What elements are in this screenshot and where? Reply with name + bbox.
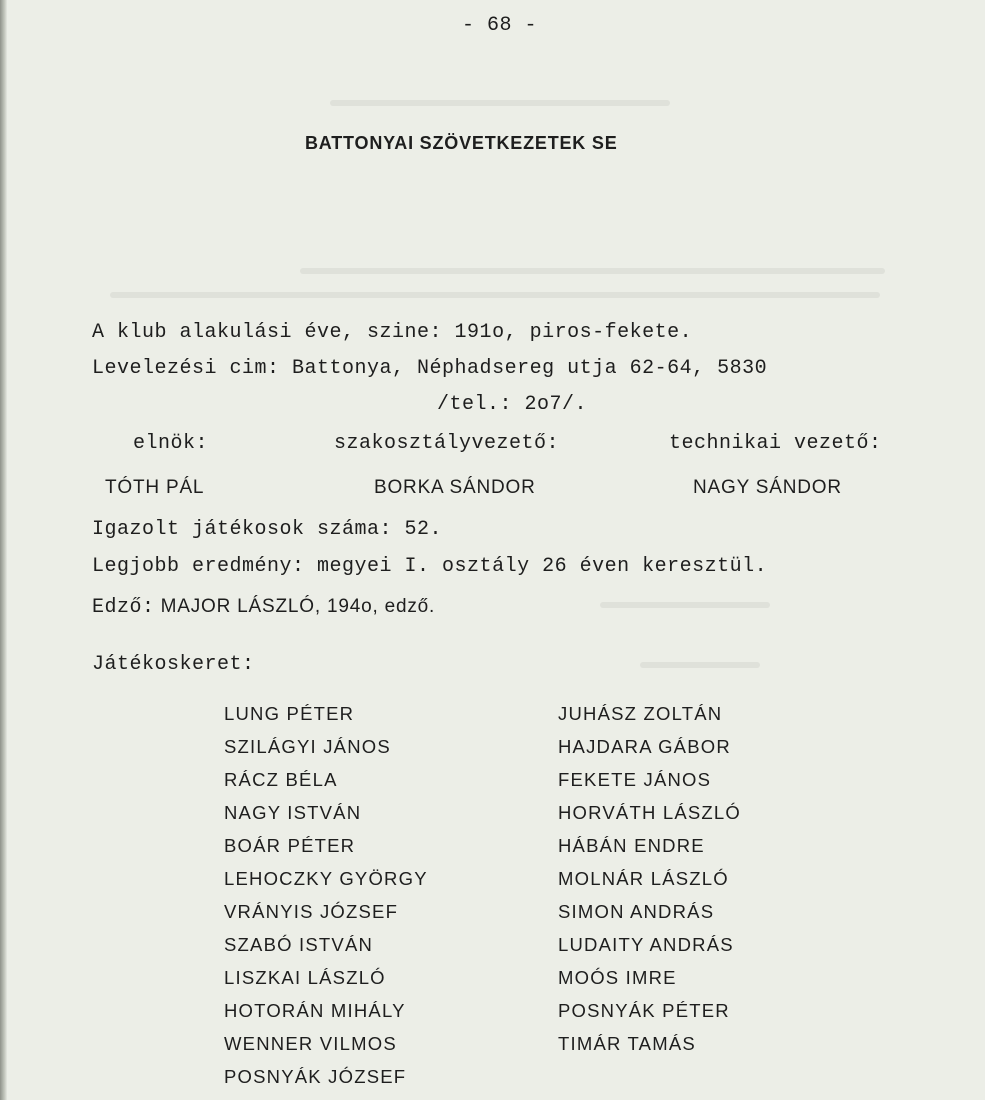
- list-item: FEKETE JÁNOS: [558, 769, 712, 790]
- list-item: BOÁR PÉTER: [224, 835, 356, 856]
- address-line: Levelezési cim: Battonya, Néphadsereg utja 62-64, 5830: [92, 357, 768, 380]
- list-item: LISZKAI LÁSZLÓ: [224, 967, 386, 988]
- list-item: SZILÁGYI JÁNOS: [224, 736, 391, 757]
- list-item: WENNER VILMOS: [224, 1033, 397, 1054]
- show-through-mark: [330, 100, 670, 106]
- squad-list-right: [558, 697, 741, 1060]
- list-item: HORVÁTH LÁSZLÓ: [558, 802, 742, 823]
- official-name-technical-head: NAGY SÁNDOR: [693, 477, 842, 498]
- list-item: SZABÓ ISTVÁN: [224, 934, 374, 955]
- list-item: NAGY ISTVÁN: [224, 802, 362, 823]
- page-binding-edge: [0, 0, 7, 1100]
- founding-line: A klub alakulási éve, szine: 191o, piros-fekete.: [92, 321, 693, 344]
- list-item: LUDAITY ANDRÁS: [558, 934, 734, 955]
- list-item: LEHOCZKY GYÖRGY: [224, 868, 428, 889]
- best-result-line: Legjobb eredmény: megyei I. osztály 26 éven keresztül.: [92, 555, 768, 578]
- coach-label: Edző:: [92, 596, 155, 619]
- official-label-president: elnök:: [133, 432, 209, 455]
- show-through-mark: [640, 662, 760, 668]
- list-item: JUHÁSZ ZOLTÁN: [558, 703, 723, 724]
- squad-label: Játékoskeret:: [92, 653, 255, 676]
- list-item: HÁBÁN ENDRE: [558, 835, 705, 856]
- phone-line: /tel.: 2o7/.: [437, 393, 588, 416]
- list-item: SIMON ANDRÁS: [558, 901, 715, 922]
- list-item: MOLNÁR LÁSZLÓ: [558, 868, 729, 889]
- coach-value: MAJOR LÁSZLÓ, 194o, edző.: [154, 596, 436, 617]
- squad-list-left: [224, 697, 428, 1093]
- official-label-section-head: szakosztályvezető:: [334, 432, 560, 455]
- show-through-mark: [600, 602, 770, 608]
- show-through-mark: [300, 268, 885, 274]
- page-title: BATTONYAI SZÖVETKEZETEK SE: [305, 133, 618, 153]
- list-item: VRÁNYIS JÓZSEF: [224, 901, 399, 922]
- list-item: POSNYÁK PÉTER: [558, 1000, 730, 1021]
- official-name-section-head: BORKA SÁNDOR: [374, 477, 536, 498]
- players-count-line: Igazolt játékosok száma: 52.: [92, 518, 443, 541]
- official-label-technical-head: technikai vezető:: [669, 432, 882, 455]
- official-name-president: TÓTH PÁL: [105, 477, 205, 498]
- list-item: RÁCZ BÉLA: [224, 769, 338, 790]
- list-item: HAJDARA GÁBOR: [558, 736, 731, 757]
- show-through-mark: [110, 292, 880, 298]
- list-item: POSNYÁK JÓZSEF: [224, 1066, 407, 1087]
- list-item: LUNG PÉTER: [224, 703, 355, 724]
- list-item: TIMÁR TAMÁS: [558, 1033, 696, 1054]
- page-number: - 68 -: [462, 14, 538, 37]
- coach-line: [92, 596, 435, 619]
- list-item: HOTORÁN MIHÁLY: [224, 1000, 406, 1021]
- list-item: MOÓS IMRE: [558, 967, 677, 988]
